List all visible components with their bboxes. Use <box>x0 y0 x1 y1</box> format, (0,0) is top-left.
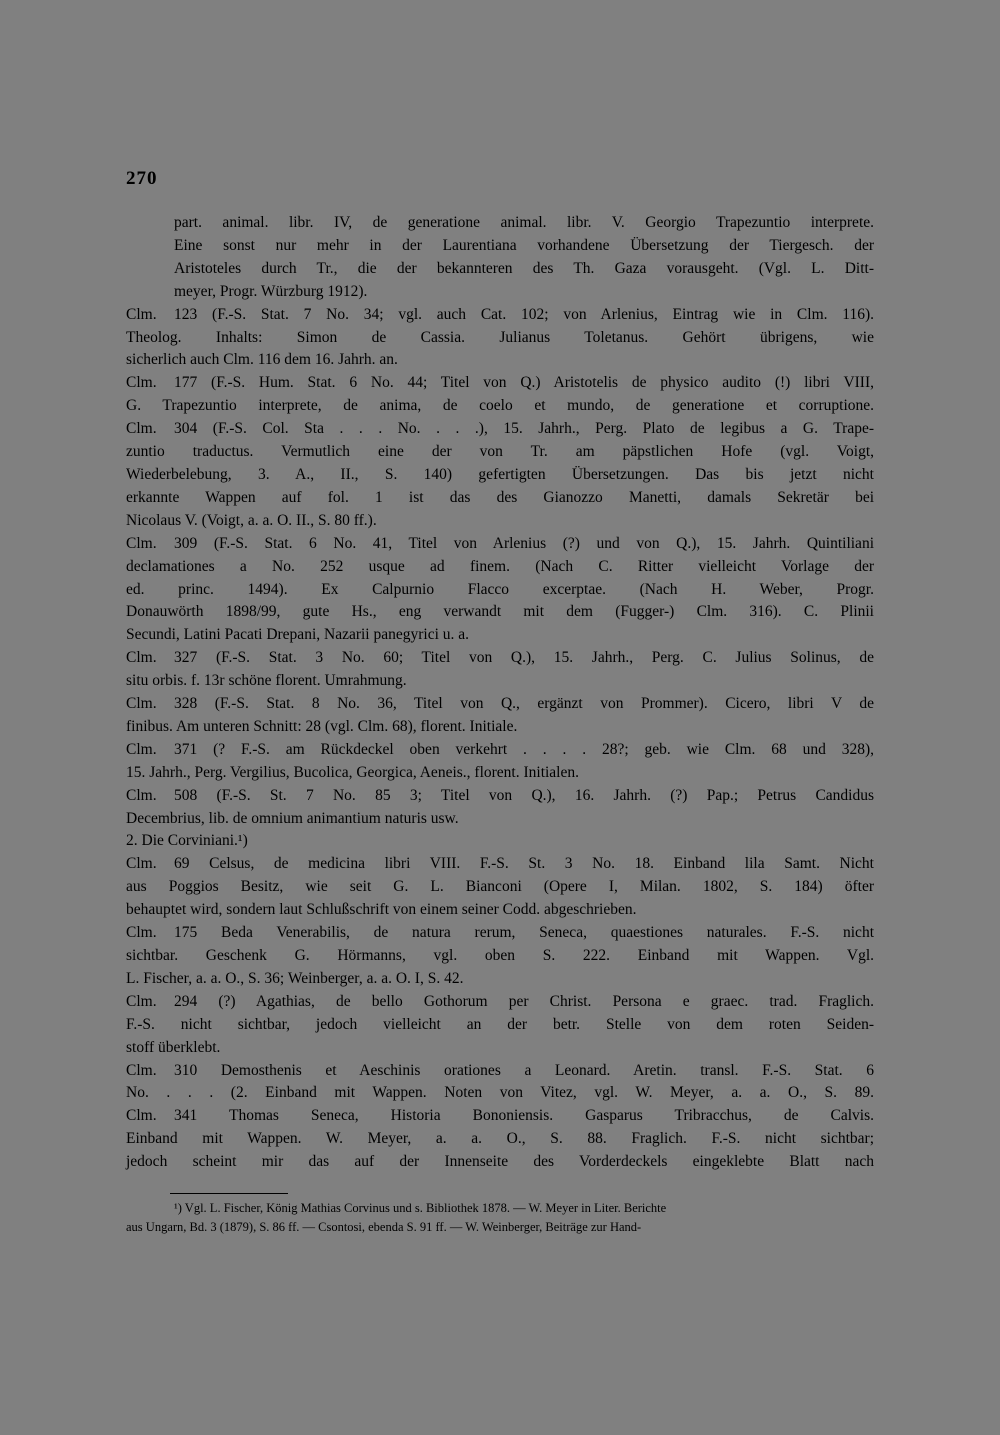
clm-label: Clm. <box>126 924 157 942</box>
text-line: L. Fischer, a. a. O., S. 36; Weinberger, a. a. O. I, S. 42. <box>126 969 464 987</box>
text-line: ed. princ. 1494). Ex Calpurnio Flacco excerptae. (Nach H. Weber, Progr. <box>126 580 874 598</box>
catalog-entry <box>126 212 874 304</box>
text-line: 328 (F.-S. Stat. 8 No. 36, Titel von Q., ergänzt von Prommer). Cicero, libri V de <box>174 695 874 713</box>
text-line: stoff überklebt. <box>126 1038 221 1056</box>
text-line: F.-S. nicht sichtbar, jedoch vielleicht an der betr. Stelle von dem roten Seiden- <box>126 1015 874 1033</box>
clm-label: Clm. <box>126 1061 157 1079</box>
clm-label: Clm. <box>126 305 157 323</box>
text-line: sicherlich auch Clm. 116 dem 16. Jahrh. an. <box>126 351 398 369</box>
footnotes <box>126 1199 874 1237</box>
catalog-entry <box>126 418 874 533</box>
catalog-entry <box>126 304 874 373</box>
text-line: 175 Beda Venerabilis, de natura rerum, Seneca, quaestiones naturales. F.-S. nicht <box>174 924 874 942</box>
footnote-line: aus Ungarn, Bd. 3 (1879), S. 86 ff. — Csontosi, ebenda S. 91 ff. — W. Weinberger, Beiträge zur Hand- <box>126 1220 642 1234</box>
text-line: 508 (F.-S. St. 7 No. 85 3; Titel von Q.), 16. Jahrh. (?) Pap.; Petrus Candidus <box>174 786 874 804</box>
text-line: No. . . . (2. Einband mit Wappen. Noten von Vitez, vgl. W. Meyer, a. a. O., S. 89. <box>126 1084 874 1102</box>
text-line: Wiederbelebung, 3. A., II., S. 140) gefertigten Übersetzungen. Das bis jetzt nicht <box>126 465 874 483</box>
text-line: 69 Celsus, de medicina libri VIII. F.-S. St. 3 No. 18. Einband lila Samt. Nicht <box>174 855 874 873</box>
text-line: Theolog. Inhalts: Simon de Cassia. Julianus Toletanus. Gehört übrigens, wie <box>126 328 874 346</box>
text-line: 304 (F.-S. Col. Sta . . . No. . . .), 15. Jahrh., Perg. Plato de legibus a G. Trape- <box>174 420 874 438</box>
text-line: Einband mit Wappen. W. Meyer, a. a. O., S. 88. Fraglich. F.-S. nicht sichtbar; <box>126 1130 874 1148</box>
clm-label: Clm. <box>126 534 157 552</box>
section-title: 2. Die Corviniani.¹) <box>126 832 248 850</box>
text-line: Decembrius, lib. de omnium animantium naturis usw. <box>126 809 459 827</box>
text-line: sichtbar. Geschenk G. Hörmanns, vgl. oben S. 222. Einband mit Wappen. Vgl. <box>126 947 874 964</box>
text-line: declamationes a No. 252 usque ad finem. (Nach C. Ritter vielleicht Vorlage der <box>126 557 874 575</box>
text-line: 177 (F.-S. Hum. Stat. 6 No. 44; Titel von Q.) Aristotelis de physico audito (!) libri VIII, <box>174 374 874 392</box>
text-line: 309 (F.-S. Stat. 6 No. 41, Titel von Arlenius (?) und von Q.), 15. Jahrh. Quintiliani <box>174 534 874 552</box>
clm-label: Clm. <box>126 695 157 713</box>
footnote-divider <box>170 1193 288 1194</box>
text-line: 327 (F.-S. Stat. 3 No. 60; Titel von Q.), 15. Jahrh., Perg. C. Julius Solinus, de <box>174 649 874 667</box>
clm-label: Clm. <box>126 855 157 873</box>
clm-label: Clm. <box>126 1107 157 1125</box>
catalog-body <box>126 212 874 1174</box>
text-line: finibus. Am unteren Schnitt: 28 (vgl. Clm. 68), florent. Initiale. <box>126 717 518 735</box>
footnote-line: ¹) Vgl. L. Fischer, König Mathias Corvinus und s. Bibliothek 1878. — W. Meyer in Liter. Berichte <box>174 1201 667 1215</box>
text-line: Donauwörth 1898/99, gute Hs., eng verwandt mit dem (Fugger-) Clm. 316). C. Plinii <box>126 603 874 621</box>
text-line: Eine sonst nur mehr in der Laurentiana vorhandene Übersetzung der Tiergesch. der <box>174 236 874 254</box>
section-heading <box>126 830 874 853</box>
catalog-entry <box>126 1105 874 1174</box>
catalog-entry <box>126 1060 874 1106</box>
text-line: G. Trapezuntio interprete, de anima, de coelo et mundo, de generatione et corruptione. <box>126 397 874 415</box>
text-line: 310 Demosthenis et Aeschinis orationes a Leonard. Aretin. transl. F.-S. Stat. 6 <box>174 1061 874 1079</box>
text-line: meyer, Progr. Würzburg 1912). <box>174 282 368 300</box>
clm-label: Clm. <box>126 740 157 758</box>
text-line: situ orbis. f. 13r schöne florent. Umrahmung. <box>126 672 407 690</box>
text-line: jedoch scheint mir das auf der Innenseite des Vorderdeckels eingeklebte Blatt nach <box>126 1153 874 1171</box>
text-line: Nicolaus V. (Voigt, a. a. O. II., S. 80 ff.). <box>126 511 377 529</box>
text-line: Aristoteles durch Tr., die der bekannteren des Th. Gaza vorausgeht. (Vgl. L. Ditt- <box>174 259 874 277</box>
catalog-entry <box>126 739 874 785</box>
text-line: Secundi, Latini Pacati Drepani, Nazarii panegyrici u. a. <box>126 626 470 644</box>
clm-label: Clm. <box>126 786 157 804</box>
catalog-entry <box>126 922 874 991</box>
text-line: behauptet wird, sondern laut Schlußschrift von einem seiner Codd. abgeschrieben. <box>126 901 637 919</box>
clm-label: Clm. <box>126 649 157 667</box>
text-line: 341 Thomas Seneca, Historia Bononiensis. Gasparus Tribracchus, de Calvis. <box>174 1107 874 1125</box>
catalog-entry <box>126 785 874 831</box>
clm-label: Clm. <box>126 992 157 1010</box>
page-number: 270 <box>126 168 158 189</box>
text-line: 371 (? F.-S. am Rückdeckel oben verkehrt . . . . 28?; geb. wie Clm. 68 und 328), <box>174 740 874 758</box>
catalog-entry <box>126 991 874 1060</box>
text-line: part. animal. libr. IV, de generatione animal. libr. V. Georgio Trapezuntio interprete. <box>174 214 874 231</box>
text-line: 123 (F.-S. Stat. 7 No. 34; vgl. auch Cat. 102; von Arlenius, Eintrag wie in Clm. 116). <box>174 305 874 323</box>
catalog-entry <box>126 647 874 693</box>
clm-label: Clm. <box>126 420 157 438</box>
clm-label: Clm. <box>126 374 157 392</box>
text-line: aus Poggios Besitz, wie seit G. L. Bianconi (Opere I, Milan. 1802, S. 184) öfter <box>126 878 874 896</box>
catalog-entry <box>126 853 874 922</box>
catalog-entry <box>126 372 874 418</box>
text-line: 294 (?) Agathias, de bello Gothorum per Christ. Persona e graec. trad. Fraglich. <box>174 992 874 1010</box>
catalog-entry <box>126 693 874 739</box>
catalog-entry <box>126 533 874 648</box>
text-line: erkannte Wappen auf fol. 1 ist das des Gianozzo Manetti, damals Sekretär bei <box>126 488 874 506</box>
text-line: zuntio traductus. Vermutlich eine der von Tr. am päpstlichen Hofe (vgl. Voigt, <box>126 443 874 461</box>
text-line: 15. Jahrh., Perg. Vergilius, Bucolica, Georgica, Aeneis., florent. Initialen. <box>126 763 579 781</box>
